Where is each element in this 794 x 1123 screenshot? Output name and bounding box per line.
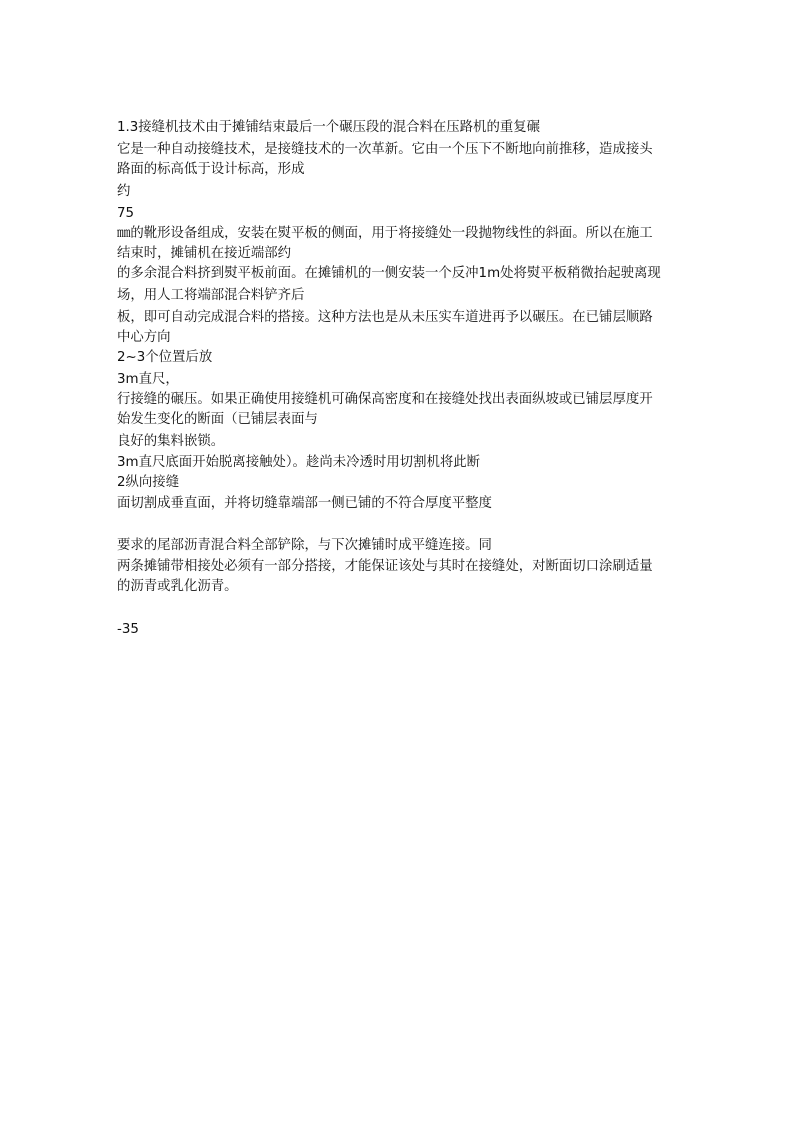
text-line: 3m直尺， [117,372,179,387]
text-line: 2~3个位置后放 [117,350,213,365]
page-number: -35 [117,622,139,637]
text-line: 中心方向 [117,330,171,345]
text-line: 板，即可自动完成混合料的搭接。这种方法也是从未压实车道进再予以碾压。在已铺层顺路 [117,310,653,325]
text-line: 75 [117,206,135,221]
text-line: 1.3接缝机技术由于摊铺结束最后一个碾压段的混合料在压路机的重复碾 [117,120,541,135]
text-line: ㎜的靴形设备组成，安装在熨平板的侧面，用于将接缝处一段抛物线性的斜面。所以在施工 [117,226,653,241]
text-line: 始发生变化的断面（已铺层表面与 [117,412,318,427]
text-line: 的多余混合料挤到熨平板前面。在摊铺机的一侧安装一个反冲1m处将熨平板稍微抬起驶离现 [117,266,661,281]
text-line: 3m直尺底面开始脱离接触处）。趁尚未冷透时用切割机将此断 [117,455,481,470]
text-line: 约 [117,184,131,199]
section-heading: 2纵向接缝 [117,475,180,490]
text-line: 它是一种自动接缝技术，是接缝技术的一次革新。它由一个压下不断地向前推移，造成接头 [117,142,653,157]
text-line: 面切割成垂直面，并将切缝靠端部一侧已铺的不符合厚度平整度 [117,496,492,511]
text-line: 要求的尾部沥青混合料全部铲除，与下次摊铺时成平缝连接。同 [117,538,492,553]
text-line: 结束时，摊铺机在接近端部约 [117,246,292,261]
text-line: 两条摊铺带相接处必须有一部分搭接，才能保证该处与其时在接缝处，对断面切口涂刷适量 [117,559,653,574]
text-line: 行接缝的碾压。如果正确使用接缝机可确保高密度和在接缝处找出表面纵坡或已铺层厚度开 [117,392,653,407]
text-line: 路面的标高低于设计标高，形成 [117,162,305,177]
text-line: 的沥青或乳化沥青。 [117,579,238,594]
text-line: 场，用人工将端部混合料铲齐后 [117,288,305,303]
text-line: 良好的集料嵌锁。 [117,434,225,449]
